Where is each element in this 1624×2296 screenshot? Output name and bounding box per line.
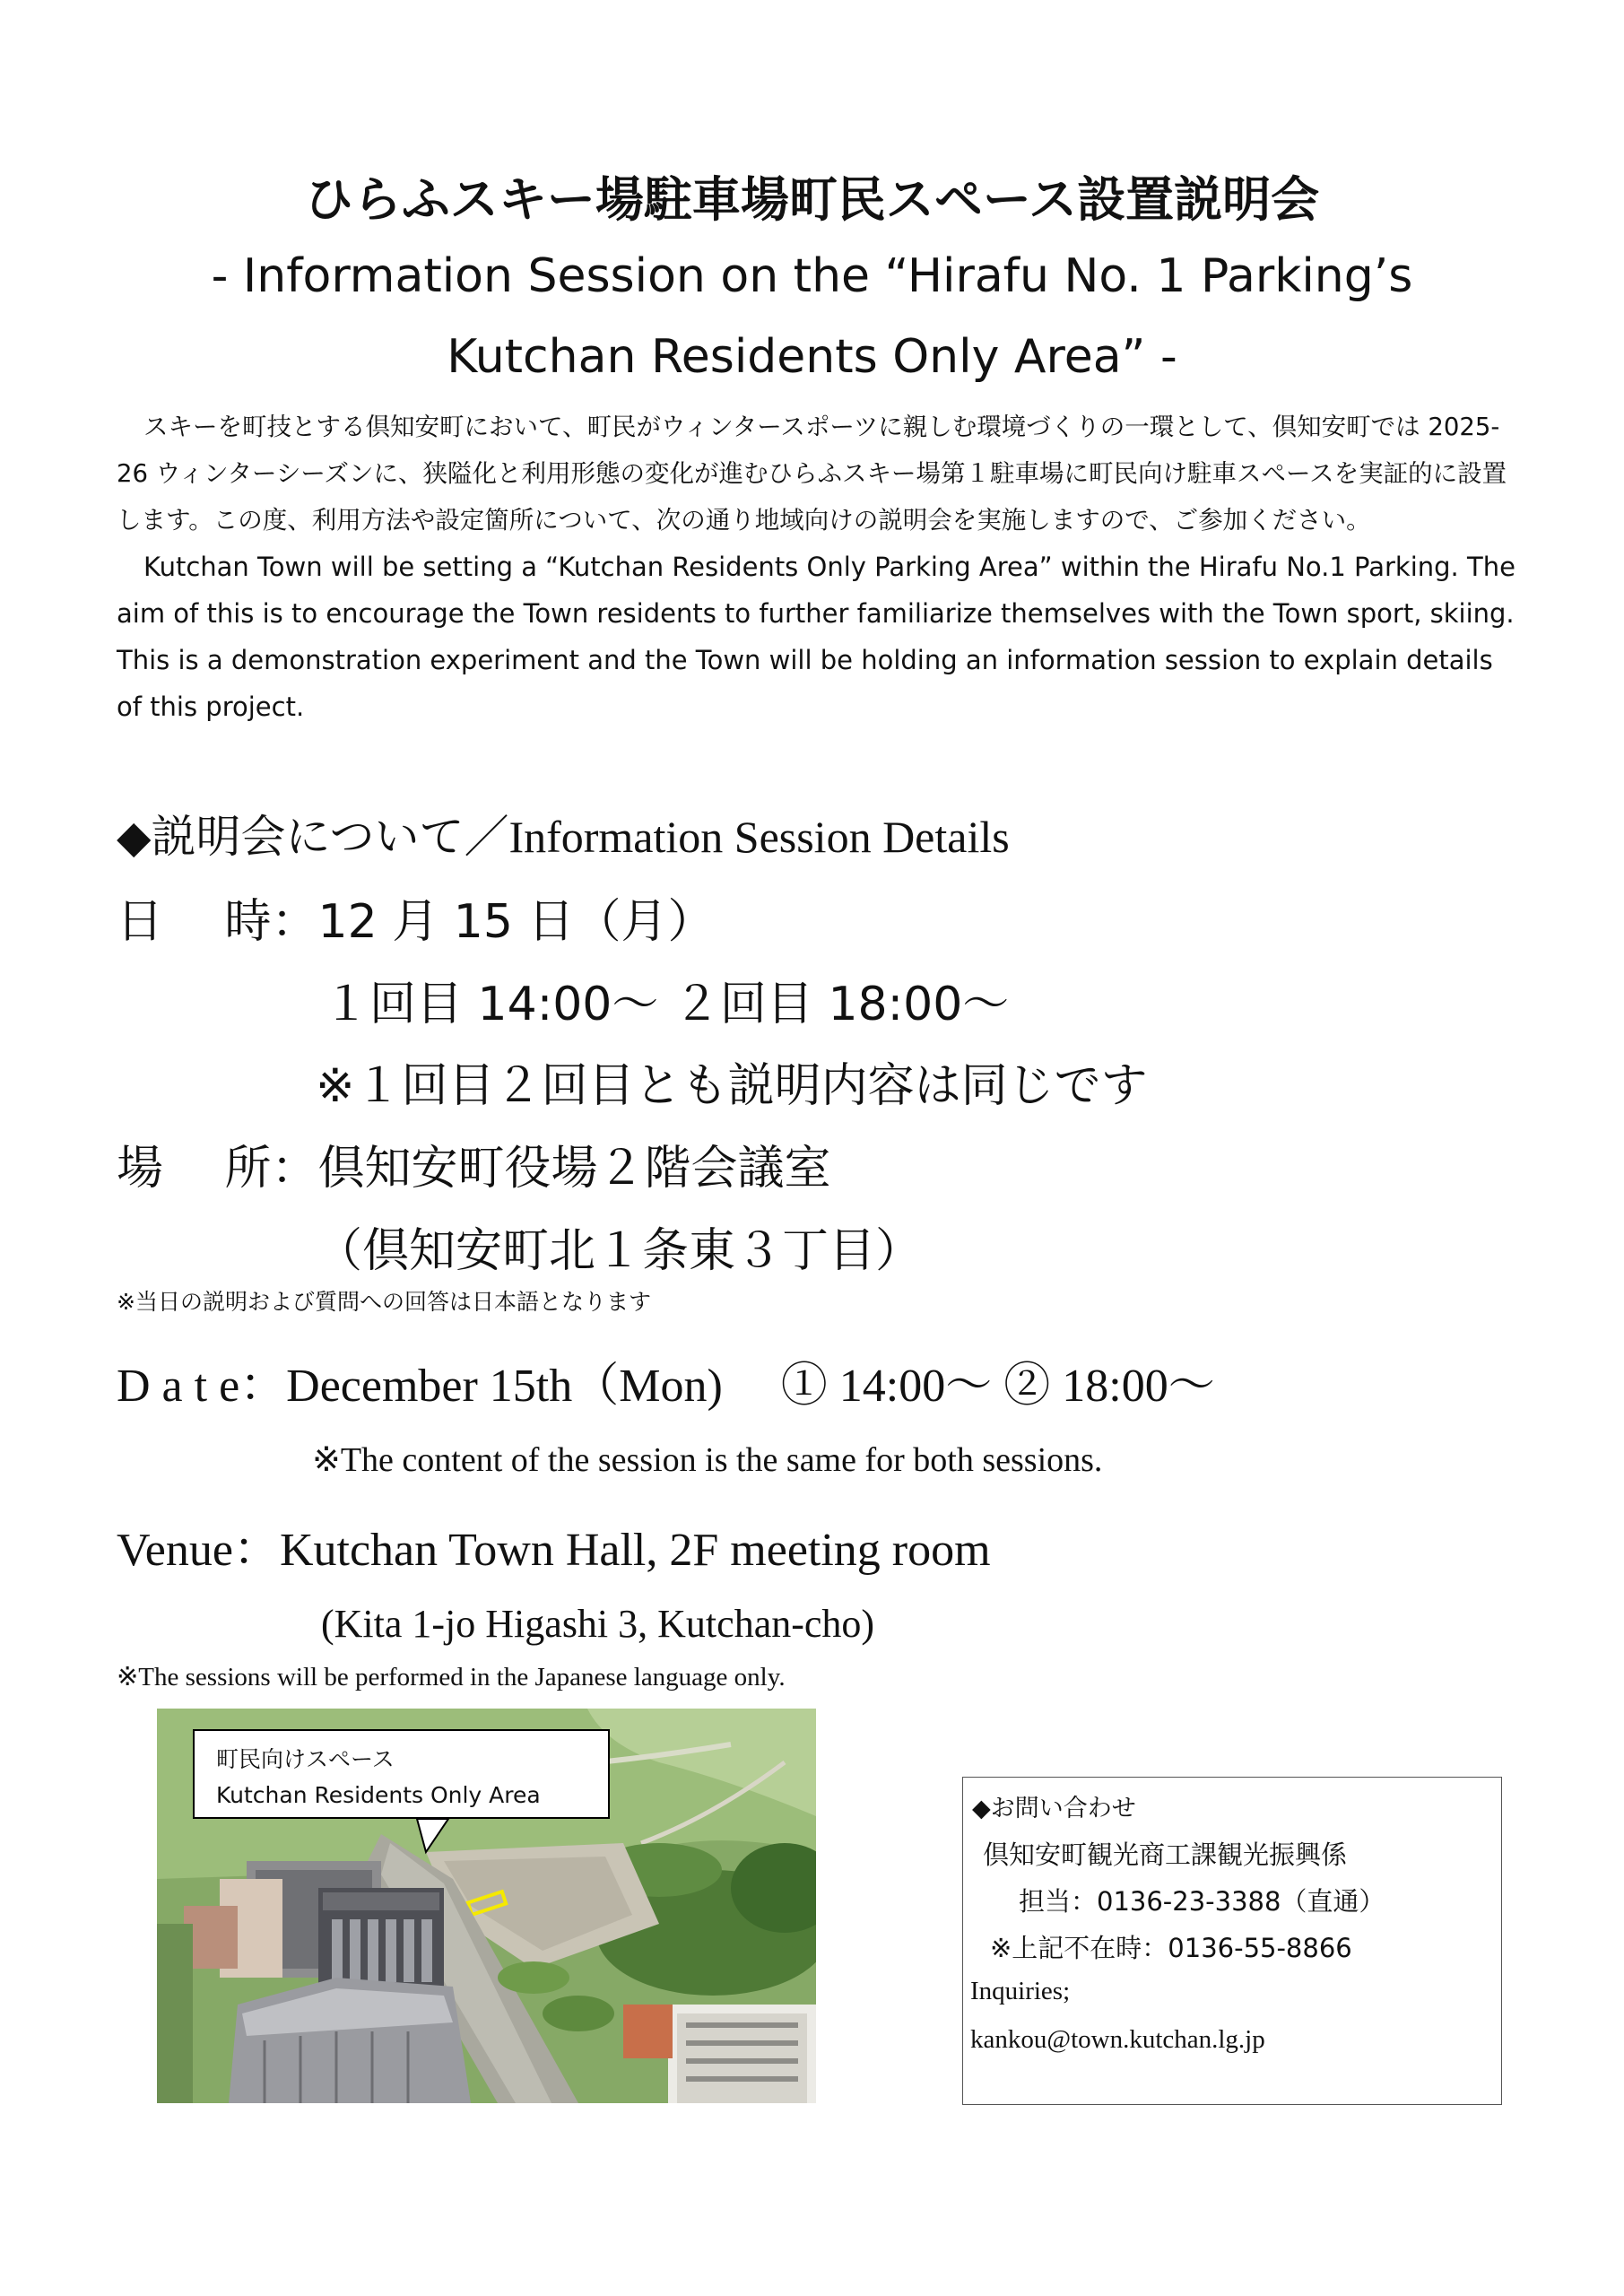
inquiry-phone-main: 担当：0136-23-3388（直通） [1019,1886,1385,1917]
callout-label-english: Kutchan Residents Only Area [216,1782,541,1808]
inquiry-heading: ◆お問い合わせ [972,1795,1136,1822]
english-date-line: D a t e：December 15th（Mon) ① 14:00～ ② 18:00～ [117,1361,1215,1412]
date-label: 日 時： [117,895,318,949]
intro-paragraph-english: Kutchan Town will be setting a “Kutchan Residents Only Parking Area” within the Hirafu No.1 Parking. The aim of this is to encourage the Town residents to further familiarize themselves with the Town sport, skiing. This is a demonstration experiment and the Town will be holding an information session to explain details of this project. [117,552,1515,722]
inquiry-phone-alt: ※上記不在時：0136-55-8866 [990,1933,1352,1963]
date-value: 12 月 15 日（月） [317,895,715,949]
place-label: 場 所： [117,1142,318,1196]
same-content-note: ※１回目２回目とも説明内容は同じです [316,1059,1148,1113]
callout-box [193,1729,610,1819]
english-venue-line: Venue：Kutchan Town Hall, 2F meeting room [117,1525,991,1576]
title-japanese: ひらふスキー場駐車場町民スペース設置説明会 [304,171,1320,228]
inquiry-box [962,1777,1502,2105]
title-english-line-2: Kutchan Residents Only Area” - [447,330,1177,384]
session-times: １回目 14:00～ ２回目 18:00～ [323,978,1010,1031]
intro-paragraph-japanese: スキーを町技とする倶知安町において、町民がウィンタースポーツに親しむ環境づくりの一環として、倶知安町では 2025-26 ウィンターシーズンに、狭隘化と利用形態の変化が進むひらふスキー場第１駐車場に町民向け駐車スペースを実証的に設置します。この度、利用方法や設定箇所について、次の通り地域向けの説明会を実施しますので、ご参加ください。 [117,413,1507,535]
section-heading: ◆説明会について／Information Session Details [117,812,1010,862]
english-japanese-only-note: ※The sessions will be performed in the Japanese language only. [117,1663,786,1692]
date-row [117,883,714,951]
place-row [117,1130,831,1197]
english-same-content-note: ※The content of the session is the same for both sessions. [312,1441,1103,1479]
place-value: 倶知安町役場２階会議室 [317,1142,831,1196]
callout-label-japanese: 町民向けスペース [216,1746,395,1772]
title-english-line-1: - Information Session on the “Hirafu No. 1 Parking’s [211,249,1413,303]
japanese-only-note: ※当日の説明および質問への回答は日本語となります [117,1289,651,1315]
inquiry-email: kankou@town.kutchan.lg.jp [970,2025,1265,2054]
aerial-photo [157,1709,816,2103]
english-venue-address: (Kita 1-jo Higashi 3, Kutchan-cho) [321,1602,875,1646]
place-address: （倶知安町北１条東３丁目） [316,1224,923,1278]
inquiry-label-english: Inquiries; [970,1977,1071,2005]
inquiry-department: 倶知安町観光商工課観光振興係 [983,1839,1348,1870]
